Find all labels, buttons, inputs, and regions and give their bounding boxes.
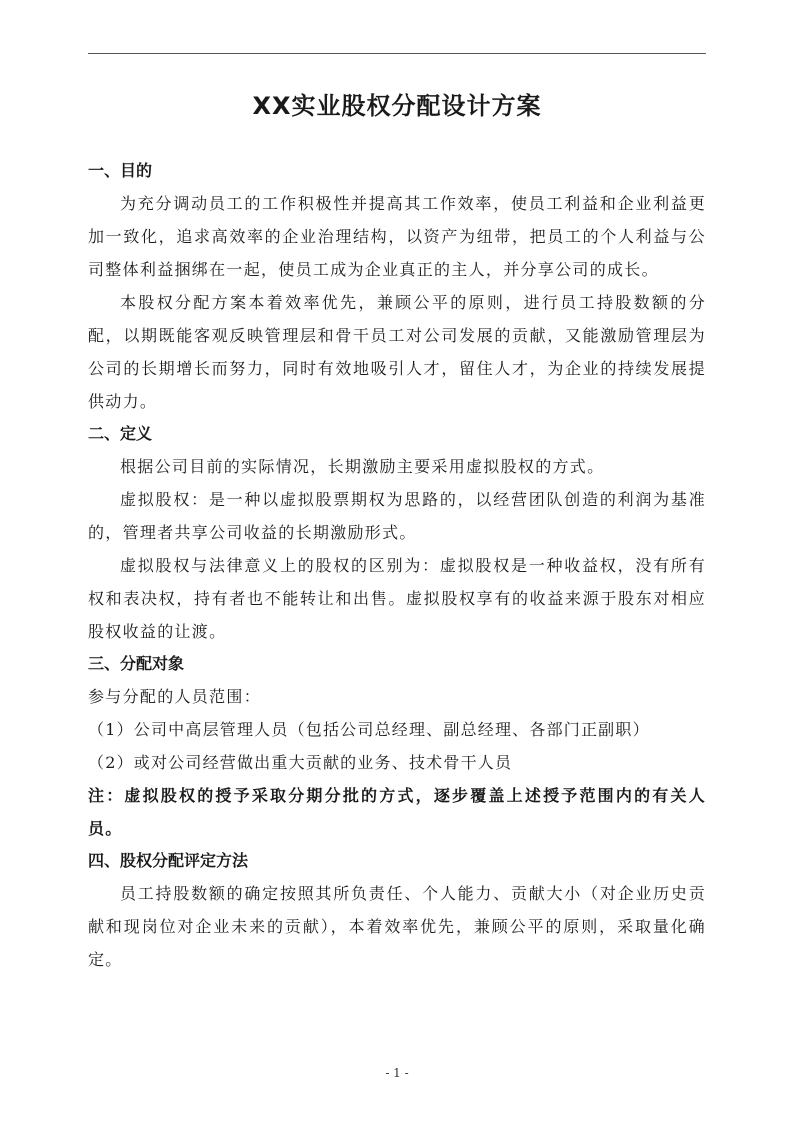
paragraph: 员工持股数额的确定按照其所负责任、个人能力、贡献大小（对企业历史贡献和现岗位对企业未来的贡献），本着效率优先，兼顾公平的原则，采取量化确定。 <box>88 884 706 969</box>
section-heading-evaluation-method: 四、股权分配评定方法 <box>88 851 249 870</box>
section-heading-definition: 二、定义 <box>88 424 153 443</box>
paragraph: 参与分配的人员范围： <box>88 687 262 706</box>
document-body <box>88 155 706 976</box>
document-title: XX实业股权分配设计方案 <box>252 92 542 120</box>
paragraph: 为充分调动员工的工作积极性并提高其工作效率，使员工利益和企业利益更加一致化，追求高效率的企业治理结构，以资产为纽带，把员工的个人利益与公司整体利益捆绑在一起，使员工成为企业真正的主人，并分享公司的成长。 <box>88 194 706 279</box>
section-heading-allocation-targets: 三、分配对象 <box>88 654 185 673</box>
paragraph: 虚拟股权与法律意义上的股权的区别为：虚拟股权是一种收益权，没有所有权和表决权，持有者也不能转让和出售。虚拟股权享有的收益来源于股东对相应股权收益的让渡。 <box>88 556 706 641</box>
note-paragraph: 注：虚拟股权的授予采取分期分批的方式，逐步覆盖上述授予范围内的有关人员。 <box>88 786 706 838</box>
list-item: （1）公司中高层管理人员（包括公司总经理、副总经理、各部门正副职） <box>88 720 650 739</box>
paragraph: 本股权分配方案本着效率优先，兼顾公平的原则，进行员工持股数额的分配，以期既能客观反映管理层和骨干员工对公司发展的贡献，又能激励管理层为公司的长期增长而努力，同时有效地吸引人才，留住人才，为企业的持续发展提供动力。 <box>88 293 706 411</box>
list-item: （2）或对公司经营做出重大贡献的业务、技术骨干人员 <box>88 753 513 772</box>
paragraph: 根据公司目前的实际情况，长期激励主要采用虚拟股权的方式。 <box>120 457 605 476</box>
page-number: - 1 - <box>385 1066 409 1080</box>
header-rule <box>88 53 706 54</box>
section-heading-purpose: 一、目的 <box>88 161 153 180</box>
paragraph: 虚拟股权：是一种以虚拟股票期权为思路的，以经营团队创造的利润为基准的，管理者共享公司收益的长期激励形式。 <box>88 490 706 542</box>
